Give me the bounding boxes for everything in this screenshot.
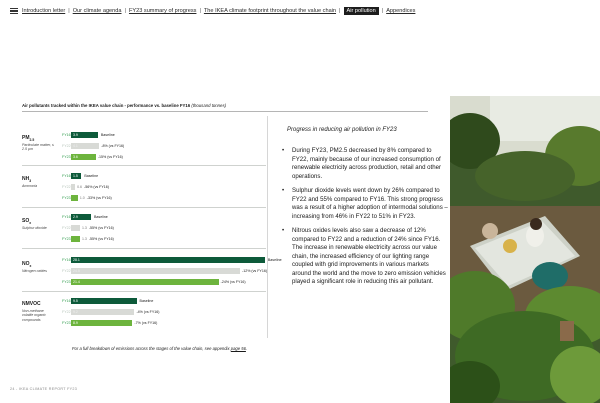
category-label: $NH_3$ <box>22 176 32 183</box>
comparison-label: -12% (vs FY16) <box>242 268 268 273</box>
group-divider <box>22 165 266 166</box>
bar-fy23 <box>71 236 80 242</box>
bullet-nitrous: • Nitrous oxides levels also saw a decrease of 12% compared to FY22 and a reduction of 24% since FY16. The increase in renewable electricity across our value chain, the increased efficiency of our lighting range coupled with grid improvements in various markets around the world and the move to zero emission vehicles played a significant role in reducing this air pollutant. <box>282 227 448 287</box>
bar-value: 8.9 <box>73 320 78 325</box>
year-label: FY22 <box>62 184 71 189</box>
group-divider <box>22 291 266 292</box>
bar-value: 9.2 <box>73 309 78 314</box>
nav-separator: | <box>381 8 384 14</box>
baseline-label: Baseline <box>94 214 108 219</box>
bar-fy23 <box>71 154 96 160</box>
year-label: FY16 <box>62 173 71 178</box>
bar-row <box>62 224 114 231</box>
chart-title <box>22 103 226 108</box>
comparison-label: -8% (vs FY16) <box>101 143 125 148</box>
year-label: FY16 <box>62 298 71 303</box>
chart-unit: (thousand tonnes) <box>191 103 227 108</box>
appendix-link[interactable]: page 56 <box>230 346 246 351</box>
progress-bullets <box>282 147 448 293</box>
bar-value: 9.5 <box>73 298 78 303</box>
year-label: FY16 <box>62 214 71 219</box>
year-label: FY23 <box>62 279 71 284</box>
bar-value: 2.9 <box>73 214 78 219</box>
nav-summary-of-progress[interactable]: FY23 summary of progress <box>128 8 197 14</box>
category-label: NMVOC <box>22 301 41 307</box>
category-label: $SO_x$ <box>22 218 32 225</box>
bar-row <box>62 256 282 263</box>
category-subtitle: Non-methane volatile organic compounds <box>22 309 46 322</box>
nav-appendices[interactable]: Appendices <box>386 8 416 14</box>
comparison-label: -7% (vs FY16) <box>134 320 158 325</box>
bar-value: 3.6 <box>73 154 78 159</box>
bar-row <box>62 278 246 285</box>
bar-value: 1.0 <box>79 195 85 200</box>
bar-value: 0.6 <box>77 184 82 189</box>
bar-fy16 <box>71 298 137 304</box>
comparison-label: -24% (vs FY16) <box>220 279 246 284</box>
bar-fy22 <box>71 268 240 274</box>
bar-value: 1.3 <box>81 225 87 230</box>
bullet-sulphur: • Sulphur dioxide levels went down by 26% compared to FY22 and 55% compared to FY16. This strong progress was a result of a higher adoption of intermodal solutions – increasing from 46% in FY22 to 51% in FY23. <box>282 187 448 221</box>
nav-separator: | <box>339 8 341 14</box>
bar-row <box>62 131 115 138</box>
bar-row <box>62 183 109 190</box>
bar-row <box>62 172 98 179</box>
bar-fy23 <box>71 279 219 285</box>
bar-fy16 <box>71 173 81 179</box>
bar-fy16 <box>71 214 91 220</box>
bar-value: 4.1 <box>73 143 78 148</box>
garden-photo <box>450 96 600 403</box>
baseline-label: Baseline <box>139 298 154 303</box>
bar-fy22 <box>71 143 99 149</box>
bar-value: 1.3 <box>81 236 87 241</box>
baseline-label: Baseline <box>100 132 115 137</box>
bar-row <box>62 267 267 274</box>
bar-row <box>62 319 157 326</box>
bar-value: 1.5 <box>73 173 78 178</box>
category-label: $NO_x$ <box>22 261 32 268</box>
bullet-pm25: • During FY23, PM2.5 decreased by 8% compared to FY22, mainly because of our increased consumption of renewable electricity across production, retail and other operations. <box>282 147 448 181</box>
bar-row <box>62 194 112 201</box>
year-label: FY22 <box>62 143 71 148</box>
year-label: FY23 <box>62 320 71 325</box>
comparison-label: -55% (vs FY16) <box>88 225 114 230</box>
group-divider <box>22 248 266 249</box>
nav-separator: | <box>124 8 126 14</box>
comparison-label: -56% (vs FY16) <box>84 184 109 189</box>
year-label: FY22 <box>62 225 71 230</box>
garden-photo-illustration <box>450 96 600 403</box>
year-label: FY22 <box>62 268 71 273</box>
progress-heading: Progress in reducing air pollution in FY23 <box>287 127 397 133</box>
bar-row <box>62 297 153 304</box>
bar-value: 21.4 <box>73 279 80 284</box>
bar-value: 28.1 <box>73 257 80 262</box>
comparison-label: -15% (vs FY16) <box>97 154 123 159</box>
year-label: FY23 <box>62 236 71 241</box>
footnote-end: . <box>245 346 248 351</box>
category-label: $PM_{2.5}$ <box>22 135 35 142</box>
bar-fy16 <box>71 257 265 263</box>
category-subtitle: Sulphur dioxide <box>22 226 47 230</box>
bar-fy22 <box>71 225 80 231</box>
bar-fy23 <box>71 320 132 326</box>
year-label: FY23 <box>62 154 71 159</box>
column-divider <box>267 116 268 338</box>
year-label: FY16 <box>62 257 71 262</box>
bar-row <box>62 213 108 220</box>
baseline-label: Baseline <box>267 257 282 262</box>
page-footer: 24 - IKEA CLIMATE REPORT FY23 <box>10 387 78 391</box>
year-label: FY16 <box>62 132 71 137</box>
chart-title-text: Air pollutants tracked within the IKEA value chain - performance vs. baseline FY16 <box>22 103 191 108</box>
bar-fy16 <box>71 132 98 138</box>
bar-fy22 <box>71 184 75 190</box>
category-subtitle: Ammonia <box>22 184 38 188</box>
bar-fy22 <box>71 309 134 315</box>
bar-row <box>62 142 124 149</box>
group-divider <box>22 207 266 208</box>
bar-row <box>62 235 114 242</box>
top-navigation <box>10 5 415 17</box>
nav-air-pollution-active[interactable]: Air pollution <box>344 7 379 15</box>
nav-separator: | <box>199 8 201 14</box>
nav-climate-agenda[interactable]: Our climate agenda <box>72 8 122 14</box>
bar-value: 3.9 <box>73 132 78 137</box>
bar-row <box>62 153 123 160</box>
menu-icon[interactable] <box>10 8 18 14</box>
category-subtitle: Particulate matter, ≤ 2.5 µm <box>22 143 54 152</box>
year-label: FY23 <box>62 195 71 200</box>
bar-row <box>62 308 159 315</box>
nav-climate-footprint[interactable]: The IKEA climate footprint throughout the value chain <box>203 8 337 14</box>
comparison-label: -4% (vs FY16) <box>136 309 160 314</box>
bar-value: 24.5 <box>73 268 80 273</box>
nav-introduction-letter[interactable]: Introduction letter <box>22 8 66 14</box>
chart-footnote <box>72 346 247 351</box>
baseline-label: Baseline <box>84 173 99 178</box>
comparison-label: -55% (vs FY16) <box>88 236 114 241</box>
year-label: FY22 <box>62 309 71 314</box>
category-subtitle: Nitrogen oxides <box>22 269 47 273</box>
bar-fy23 <box>71 195 78 201</box>
nav-separator: | <box>68 8 70 14</box>
footnote-text: For a full breakdown of emissions across the stages of the value chain, see appendix <box>72 346 230 351</box>
comparison-label: -33% (vs FY16) <box>86 195 112 200</box>
title-divider <box>22 111 428 112</box>
